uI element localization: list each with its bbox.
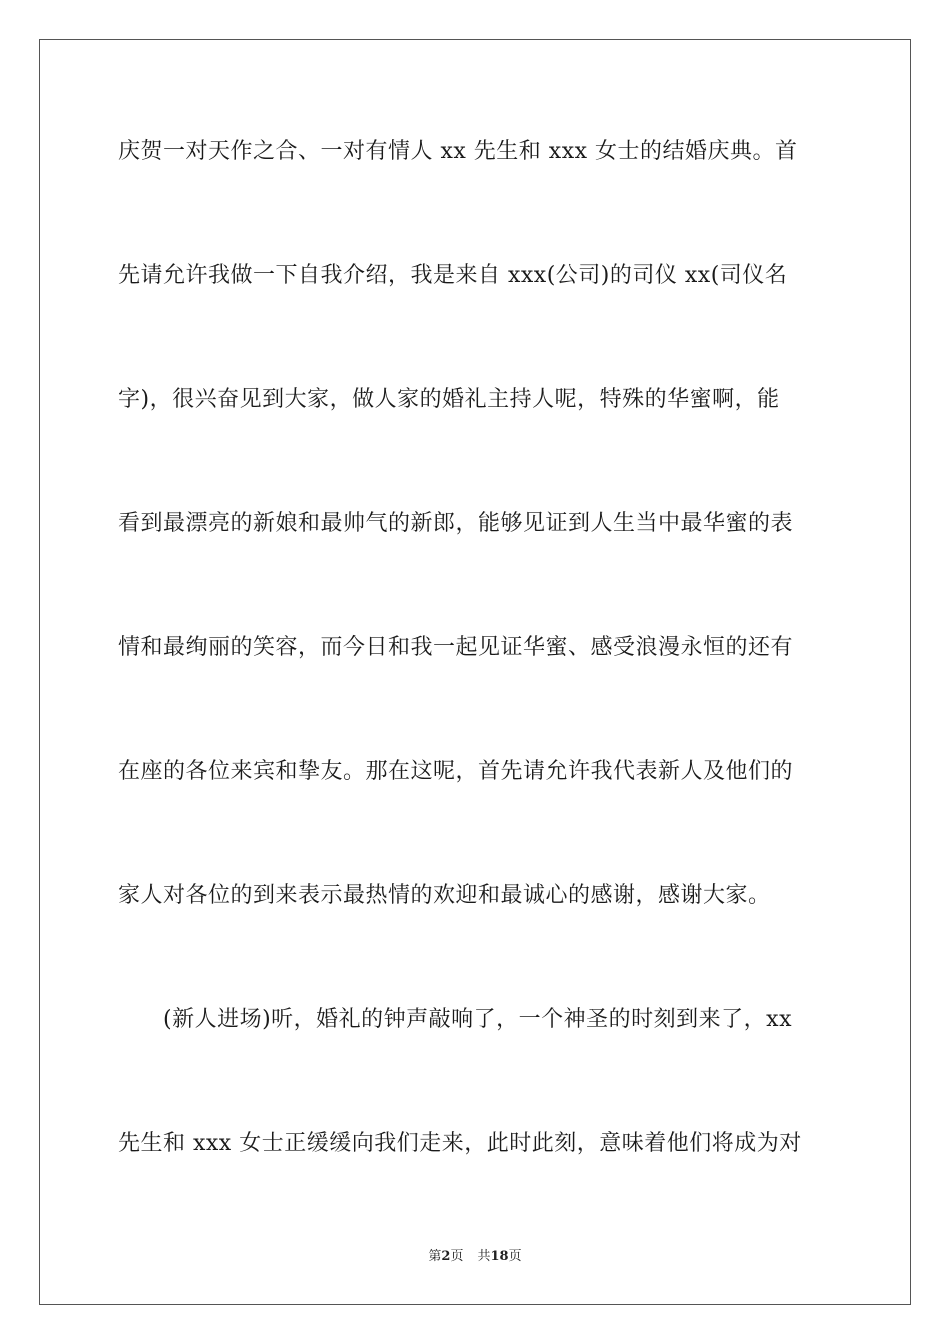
text-line-3: 字)，很兴奋见到大家，做人家的婚礼主持人呢，特殊的华蜜啊，能 <box>118 387 780 412</box>
page-suffix: 页 <box>450 1249 464 1264</box>
page-border <box>39 39 911 1305</box>
total-suffix: 页 <box>508 1249 522 1264</box>
text-line-7: 家人对各位的到来表示最热情的欢迎和最诚心的感谢，感谢大家。 <box>118 883 771 908</box>
total-pages: 18 <box>490 1249 509 1264</box>
page-footer <box>0 1248 950 1266</box>
text-line-6: 在座的各位来宾和挚友。那在这呢，首先请允许我代表新人及他们的 <box>118 759 794 784</box>
total-prefix: 共 <box>477 1249 491 1264</box>
text-line-4: 看到最漂亮的新娘和最帅气的新郎，能够见证到人生当中最华蜜的表 <box>118 511 794 536</box>
text-line-1: 庆贺一对天作之合、一对有情人 xx 先生和 xxx 女士的结婚庆典。首 <box>118 139 798 164</box>
page-prefix: 第 <box>428 1249 442 1264</box>
page-number: 2 <box>441 1249 451 1264</box>
text-line-8: (新人进场)听，婚礼的钟声敲响了，一个神圣的时刻到来了，xx <box>118 1007 792 1032</box>
text-line-9: 先生和 xxx 女士正缓缓向我们走来，此时此刻，意味着他们将成为对 <box>118 1131 802 1156</box>
text-line-5: 情和最绚丽的笑容，而今日和我一起见证华蜜、感受浪漫永恒的还有 <box>118 635 794 660</box>
text-line-2: 先请允许我做一下自我介绍，我是来自 xxx(公司)的司仪 xx(司仪名 <box>118 263 788 288</box>
